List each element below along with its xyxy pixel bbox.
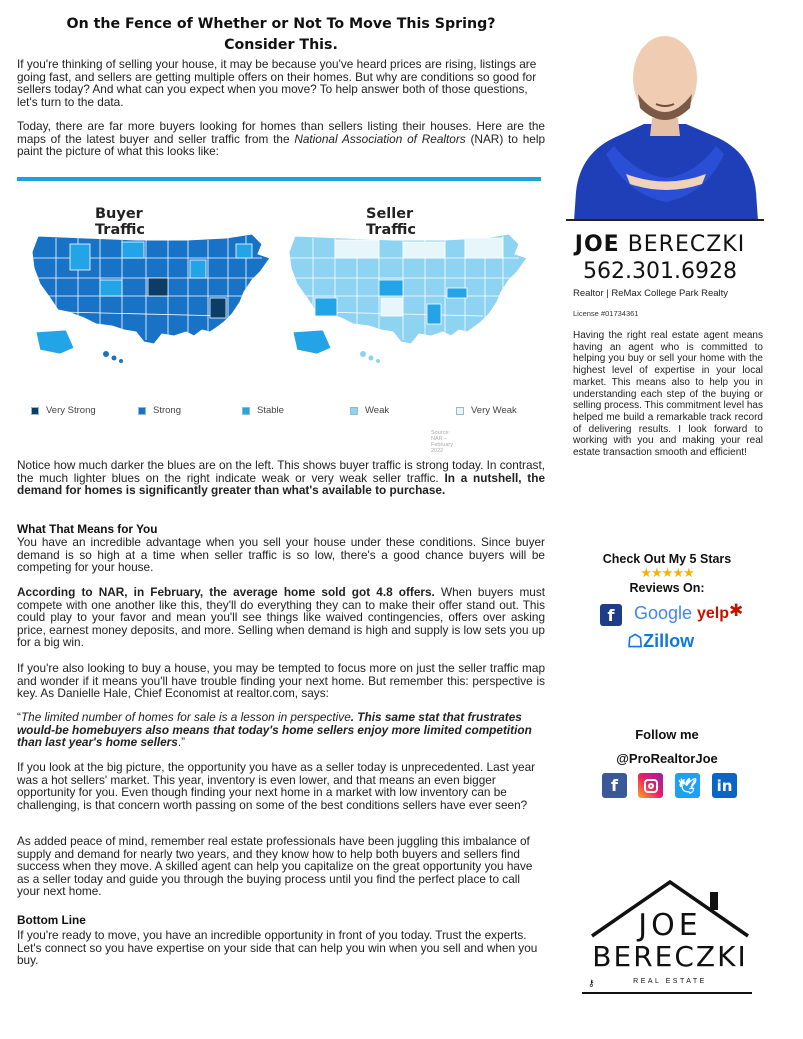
map-explanation-paragraph: Notice how much darker the blues are on the left. This shows buyer traffic is strong today. In contrast, the much lighter blues on the right indicate weak or very weak seller traffic. In a nutshell, the demand for homes is significantly greater than what's available to purchase. — [17, 458, 546, 498]
peace-of-mind-paragraph: As added peace of mind, remember real estate professionals have been juggling this imbalance of supply and demand for nearly two years, and they know how to help both buyers and sellers find success when they move. A skilled agent can help you capitalize on the great opportunity you have as a seller today and guide you through the buying process until you find the perfect place to call your next home. — [17, 834, 533, 899]
buyer-traffic-map — [26, 232, 274, 364]
facebook-icon[interactable]: f — [602, 773, 627, 798]
legend-item — [138, 405, 181, 416]
zillow-icon: ☖ — [627, 631, 644, 651]
bottom-line-paragraph: If you're ready to move, you have an incredible opportunity in front of you today. Trust the experts. Let's connect so you have expertise on your side that can help you win when you sell and when you buy. — [17, 928, 538, 968]
agent-name: JOE BERECZKI — [574, 232, 746, 257]
seller-traffic-map — [283, 232, 531, 364]
logo-first-name: JOE — [638, 908, 702, 943]
legend-swatch — [456, 407, 464, 415]
agent-phone[interactable]: 562.301.6928 — [583, 259, 737, 284]
facebook-review-icon[interactable]: f — [600, 604, 622, 626]
reviews-section — [563, 552, 771, 595]
legend-swatch — [242, 407, 250, 415]
demand-summary: In a nutshell, the demand for homes is significantly greater than what's available to purchase. — [17, 470, 546, 498]
section-divider — [17, 177, 541, 181]
follow-section — [563, 727, 771, 766]
legend-item — [350, 405, 389, 416]
article-column-body — [17, 459, 545, 967]
star-icon: ★ — [661, 565, 673, 580]
buyer-traffic-title: Buyer Traffic — [95, 206, 145, 238]
company-logo — [582, 878, 758, 996]
star-icon: ★ — [672, 565, 683, 580]
big-picture-paragraph: If you look at the big picture, the opportunity you have as a seller today is unprecedented. Last year was a hot sellers' market. This year, inventory is even lower, and that means an even bigger opportunity for you. Even though finding your next home in a market with low inventory can be challenging, is that concern worth passing on some of the best conditions sellers have ever seen? — [17, 760, 536, 812]
yelp-logo[interactable]: yelp — [697, 605, 730, 622]
legend-label: Very Strong — [46, 405, 96, 416]
agent-license: License #01734361 — [573, 309, 639, 318]
reviews-heading: Check Out My 5 Stars — [602, 552, 732, 566]
social-handle[interactable]: @ProRealtorJoe — [616, 751, 718, 766]
article-title-line1: On the Fence of Whether or Not To Move This Spring? — [66, 16, 496, 32]
legend-label: Weak — [365, 405, 390, 416]
legend-item — [31, 405, 96, 416]
intro-paragraph: If you're thinking of selling your house, it may be because you've heard prices are rising, listings are going fast, and sellers are getting multiple offers on their homes. But why are conditions so good for sellers today? And what can you expect when you move? To help answer both of those questions, let's turn to the data. — [17, 57, 537, 109]
star-icon: ★ — [640, 565, 652, 580]
legend-label: Stable — [257, 405, 284, 416]
nar-name: National Association of Realtors — [294, 131, 466, 146]
offers-stat: According to NAR, in February, the average home sold got 4.8 offers. — [17, 585, 435, 599]
linkedin-icon[interactable]: in — [712, 773, 737, 798]
logo-key-icon: ⚷ — [588, 978, 595, 988]
yelp-burst-icon: ✱ — [729, 601, 744, 620]
advantage-paragraph: You have an incredible advantage when you sell your house under these conditions. Since buyer demand is so high at a time when seller traffic is so low, there's a good chance buyers will be competing for your house. — [17, 535, 545, 575]
agent-bio: Having the right real estate agent means having an agent who is committed to helping you buy or sell your home with the highest level of expertise in your local market. This means also to help you in understanding each step of the buying or selling process. This commitment level has helped me build a remarkable track record of delivering results. I look forward to working with you and making your real estate transaction smooth and efficient! — [573, 330, 763, 459]
legend-label: Very Weak — [471, 405, 517, 416]
agent-company: Realtor | ReMax College Park Realty — [573, 288, 729, 299]
five-stars — [563, 566, 771, 580]
zillow-logo[interactable]: ☖Zillow — [627, 631, 695, 651]
legend-swatch — [138, 407, 146, 415]
google-logo[interactable]: Google — [634, 603, 693, 623]
section-heading-means: What That Means for You — [17, 522, 158, 536]
agent-card — [555, 232, 765, 286]
star-icon: ★ — [651, 565, 662, 580]
section-heading-bottom-line: Bottom Line — [17, 913, 86, 927]
instagram-icon[interactable] — [638, 773, 663, 798]
legend-swatch — [350, 407, 358, 415]
logo-tagline: REAL ESTATE — [633, 978, 707, 985]
twitter-icon[interactable]: 🕊 — [675, 773, 700, 798]
logo-last-name: BERECZKI — [592, 940, 748, 973]
map-source: Source: NAR – February 2022 — [431, 430, 454, 454]
follow-heading: Follow me — [635, 727, 699, 742]
seller-traffic-title: Seller Traffic — [366, 206, 416, 238]
legend-label: Strong — [153, 405, 181, 416]
agent-photo — [566, 24, 764, 221]
buyer-perspective-paragraph: If you're also looking to buy a house, you may be tempted to focus more on just the seller traffic map and wonder if it means you'll have trouble finding your next home. But remember this: perspective is key. As Danielle Hale, Chief Economist at realtor.com, says: — [17, 661, 545, 701]
legend-item — [456, 405, 517, 416]
traffic-intro-paragraph: Today, there are far more buyers looking for homes than sellers listing their houses. Here are the maps of the latest buyer and seller traffic from the National Association of Realtors (NAR) to help paint the picture of what this looks like: — [17, 119, 546, 159]
expert-quote: “The limited number of homes for sale is a lesson in perspective. This same stat that frustrates would-be homebuyers also means that today's home sellers enjoy more limited competition than last year's home sellers.” — [17, 710, 532, 750]
legend-item — [242, 405, 284, 416]
logo-underline — [582, 992, 752, 994]
reviews-label: Reviews On: — [629, 581, 705, 595]
article-title-line2: Consider This. — [224, 37, 338, 53]
legend-swatch — [31, 407, 39, 415]
article-column — [17, 14, 545, 158]
star-icon: ★ — [682, 565, 694, 580]
offers-paragraph: According to NAR, in February, the average home sold got 4.8 offers. When buyers must compete with one another like this, they'll do everything they can to make their offer stand out. This could play to your favor and mean you'll see things like waived contingencies, offers over asking price, earnest money deposits, and more. Selling when demand is high and supply is low sets you up for a big win. — [17, 585, 546, 650]
